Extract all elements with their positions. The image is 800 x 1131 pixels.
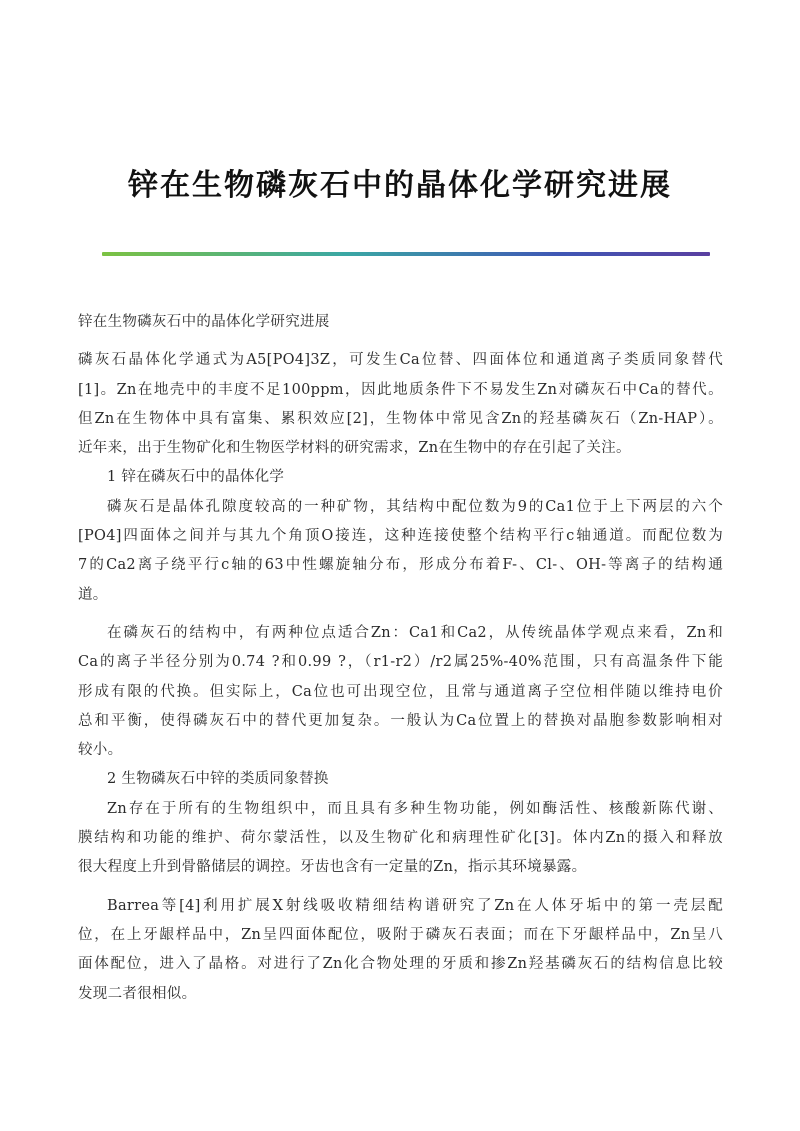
paragraph-line: Ca的离子半径分别为0.74 ?和0.99 ?，（r1-r2）/r2属25%-40%范围，只有高温条件下能 [78,654,723,671]
subtitle: 锌在生物磷灰石中的晶体化学研究进展 [78,314,330,330]
paragraph-line: 总和平衡，使得磷灰石中的替代更加复杂。一般认为Ca位置上的替换对晶胞参数影响相对 [78,712,723,729]
title-divider [102,252,710,256]
paragraph-1 [78,346,723,463]
paragraph-line: 7的Ca2离子绕平行c轴的63中性螺旋轴分布，形成分布着F-、Cl-、OH-等离子的结构通 [78,557,723,574]
paragraph-line: 磷灰石是晶体孔隙度较高的一种矿物，其结构中配位数为9的Ca1位于上下两层的六个 [107,498,723,515]
paragraph-line: 道。 [78,586,108,603]
paragraph-line: 膜结构和功能的维护、荷尔蒙活性，以及生物矿化和病理性矿化[3]。体内Zn的摄入和释放 [78,830,723,847]
paragraph-line: 较小。 [78,742,123,759]
paragraph-line: 近年来，出于生物矿化和生物医学材料的研究需求，Zn在生物中的存在引起了关注。 [78,440,631,457]
paragraph-5 [78,892,723,1009]
paragraph-line: Barrea等[4]利用扩展X射线吸收精细结构谱研究了Zn在人体牙垢中的第一壳层配 [107,897,723,914]
paragraph-line: 形成有限的代换。但实际上，Ca位也可出现空位，且常与通道离子空位相伴随以维持电价 [78,683,723,700]
paragraph-3 [78,619,723,765]
paragraph-line: 磷灰石晶体化学通式为A5[PO4]3Z，可发生Ca位替、四面体位和通道离子类质同象替代 [78,352,723,369]
paragraph-line: 但Zn在生物体中具有富集、累积效应[2]，生物体中常见含Zn的羟基磷灰石（Zn-HAP）。 [78,410,723,427]
document-body [78,308,723,1009]
paragraph-4 [78,795,723,883]
paragraph-line: 很大程度上升到骨骼储层的调控。牙齿也含有一定量的Zn，指示其环境暴露。 [78,859,587,876]
paragraph-line: Zn存在于所有的生物组织中，而且具有多种生物功能，例如酶活性、核酸新陈代谢、 [107,800,723,817]
paragraph-line: [PO4]四面体之间并与其九个角顶O接连，这种连接使整个结构平行c轴通道。而配位数为 [78,528,723,545]
paragraph-line: [1]。Zn在地壳中的丰度不足100ppm，因此地质条件下不易发生Zn对磷灰石中Ca的替代。 [78,381,723,398]
paragraph-line: 面体配位，进入了晶格。对进行了Zn化合物处理的牙质和掺Zn羟基磷灰石的结构信息比较 [78,956,723,973]
paragraph-line: 位，在上牙龈样品中，Zn呈四面体配位，吸附于磷灰石表面；而在下牙龈样品中，Zn呈八 [78,926,723,943]
paragraph-line: 发现二者很相似。 [78,985,197,1002]
document-title: 锌在生物磷灰石中的晶体化学研究进展 [128,168,672,203]
paragraph-line: 在磷灰石的结构中，有两种位点适合Zn：Ca1和Ca2，从传统晶体学观点来看，Zn和 [107,624,723,641]
paragraph-2 [78,493,723,610]
section-heading-1: 1 锌在磷灰石中的晶体化学 [107,469,285,486]
section-heading-2: 2 生物磷灰石中锌的类质同象替换 [107,771,329,788]
